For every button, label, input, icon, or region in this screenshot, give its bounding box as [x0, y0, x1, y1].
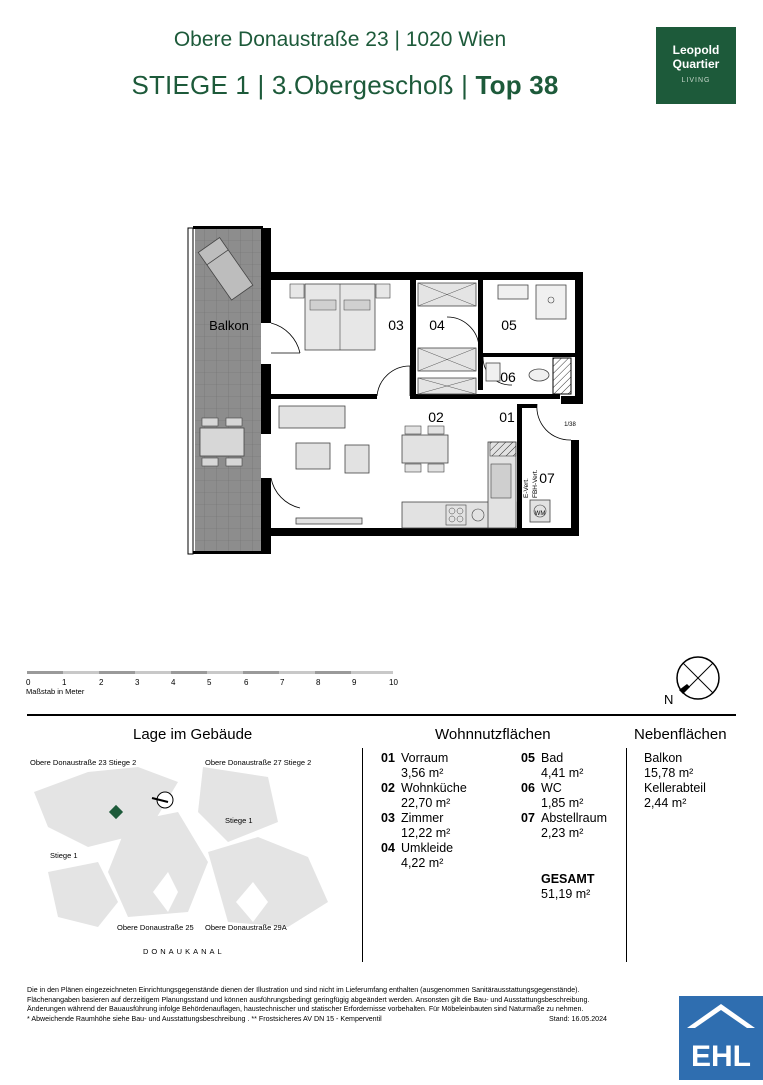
room-01-label: 01 — [499, 409, 515, 425]
ehl-text: EHL — [691, 1040, 751, 1073]
balkon-label: Balkon — [209, 318, 249, 333]
stand-date: Stand: 16.05.2024 — [549, 1014, 607, 1023]
scale-tick: 10 — [389, 678, 398, 687]
room-05-label: 05 — [501, 317, 517, 333]
scale-tick: 6 — [244, 678, 249, 687]
scale-caption: Maßstab in Meter — [26, 687, 85, 696]
room-02-label: 02 — [428, 409, 444, 425]
map-label-1: Obere Donaustraße 23 Stiege 2 — [30, 758, 137, 767]
disclaimer-line: Änderungen während der Bauausführung infolge Behördenauflagen, haustechnischer und statischer Erfordernisse vorbehalten. Für Möbeleinbauten sind Naturmaße zu nehmen. — [27, 1005, 584, 1014]
disclaimer — [27, 986, 607, 1024]
map-label-6: Obere Donaustraße 29A — [205, 923, 287, 932]
scale-tick: 4 — [171, 678, 176, 687]
balcony-table — [200, 428, 244, 456]
room-area: 12,22 m² — [401, 826, 451, 840]
scale-bar — [27, 671, 393, 674]
scale-tick: 7 — [280, 678, 285, 687]
room-entry: 02 Wohnküche — [381, 781, 467, 795]
room-entry: 03 Zimmer — [381, 811, 444, 825]
room-area: 4,41 m² — [541, 766, 584, 780]
column-divider-2 — [626, 748, 627, 962]
column-divider-1 — [362, 748, 363, 962]
unit-top-number: Top 38 — [475, 70, 559, 100]
room-area: 1,85 m² — [541, 796, 584, 810]
wm-label: WM — [534, 511, 546, 517]
logo-line1: Leopold — [672, 43, 720, 57]
room-entry: 04 Umkleide — [381, 841, 454, 855]
scale-tick: 3 — [135, 678, 140, 687]
scale-tick: 1 — [62, 678, 67, 687]
map-label-3: Stiege 1 — [225, 816, 253, 825]
wohn-heading: Wohnnutzflächen — [435, 726, 551, 743]
neben-area: 15,78 m² — [644, 766, 694, 780]
room-03-label: 03 — [388, 317, 404, 333]
section-divider — [27, 714, 736, 716]
lage-heading: Lage im Gebäude — [133, 726, 253, 743]
address-line: Obere Donaustraße 23 | 1020 Wien — [173, 28, 507, 51]
unit-title-main: STIEGE 1 | 3.Obergeschoß | — [131, 70, 476, 100]
room-area: 4,22 m² — [401, 856, 444, 870]
total-area — [541, 872, 594, 902]
room-entry: 05 Bad — [521, 751, 564, 765]
logo-line3: LIVING — [681, 77, 711, 84]
disclaimer-line: * Abweichende Raumhöhe siehe Bau- und Ausstattungsbeschreibung . ** Frostsicheres AV DN 15 - Kemperventil — [27, 1014, 382, 1023]
room-area: 3,56 m² — [401, 766, 444, 780]
room-07-label: 07 — [539, 470, 555, 486]
dining-table — [402, 435, 448, 463]
wohn-list-left — [381, 751, 467, 871]
north-label: N — [664, 692, 674, 707]
logo-line2: Quartier — [672, 57, 720, 71]
scale-tick: 8 — [316, 678, 321, 687]
neben-name: Balkon — [644, 751, 683, 765]
scale-tick: 9 — [352, 678, 357, 687]
sofa — [279, 406, 345, 428]
room-06-label: 06 — [500, 369, 516, 385]
scale-tick: 0 — [26, 678, 31, 687]
neben-list — [644, 751, 706, 811]
neben-heading: Nebenflächen — [634, 726, 727, 743]
wohn-list-right — [521, 751, 607, 841]
room-entry: 07 Abstellraum — [521, 811, 607, 825]
map-label-2: Obere Donaustraße 27 Stiege 2 — [205, 758, 312, 767]
north-arrow — [677, 657, 719, 699]
map-label-5: Obere Donaustraße 25 — [117, 923, 194, 932]
gesamt-label: GESAMT — [541, 872, 595, 886]
evert-label: E-Vert. — [523, 478, 530, 498]
room-area: 22,70 m² — [401, 796, 451, 810]
neben-area: 2,44 m² — [644, 796, 687, 810]
ehl-logo — [679, 996, 763, 1080]
map-label-canal: DONAUKANAL — [143, 947, 225, 956]
fbh-label: FBH-Vert. — [532, 469, 539, 498]
map-label-4: Stiege 1 — [50, 851, 78, 860]
room-entry: 01 Vorraum — [381, 751, 449, 765]
scale-tick: 2 — [99, 678, 104, 687]
neben-name: Kellerabteil — [644, 781, 706, 795]
disclaimer-line: Flächenangaben basieren auf derzeitigem Planungsstand und können ausführungsbedingt geringfügig abgeändert werden. Ansonsten gilt die Bau- und Ausstattungsbeschreibung. — [27, 995, 590, 1004]
gesamt-value: 51,19 m² — [541, 887, 591, 901]
room-04-label: 04 — [429, 317, 445, 333]
room-entry: 06 WC — [521, 781, 562, 795]
room-area: 2,23 m² — [541, 826, 584, 840]
disclaimer-line: Die in den Plänen eingezeichneten Einrichtungsgegenstände dienen der Illustration und sind nicht im Lieferumfang enthalten (ausgenommen Sanitärausstattungsgegenstände). — [27, 986, 580, 994]
scale-tick: 5 — [207, 678, 212, 687]
stair-ref-label: 1/38 — [564, 422, 576, 428]
